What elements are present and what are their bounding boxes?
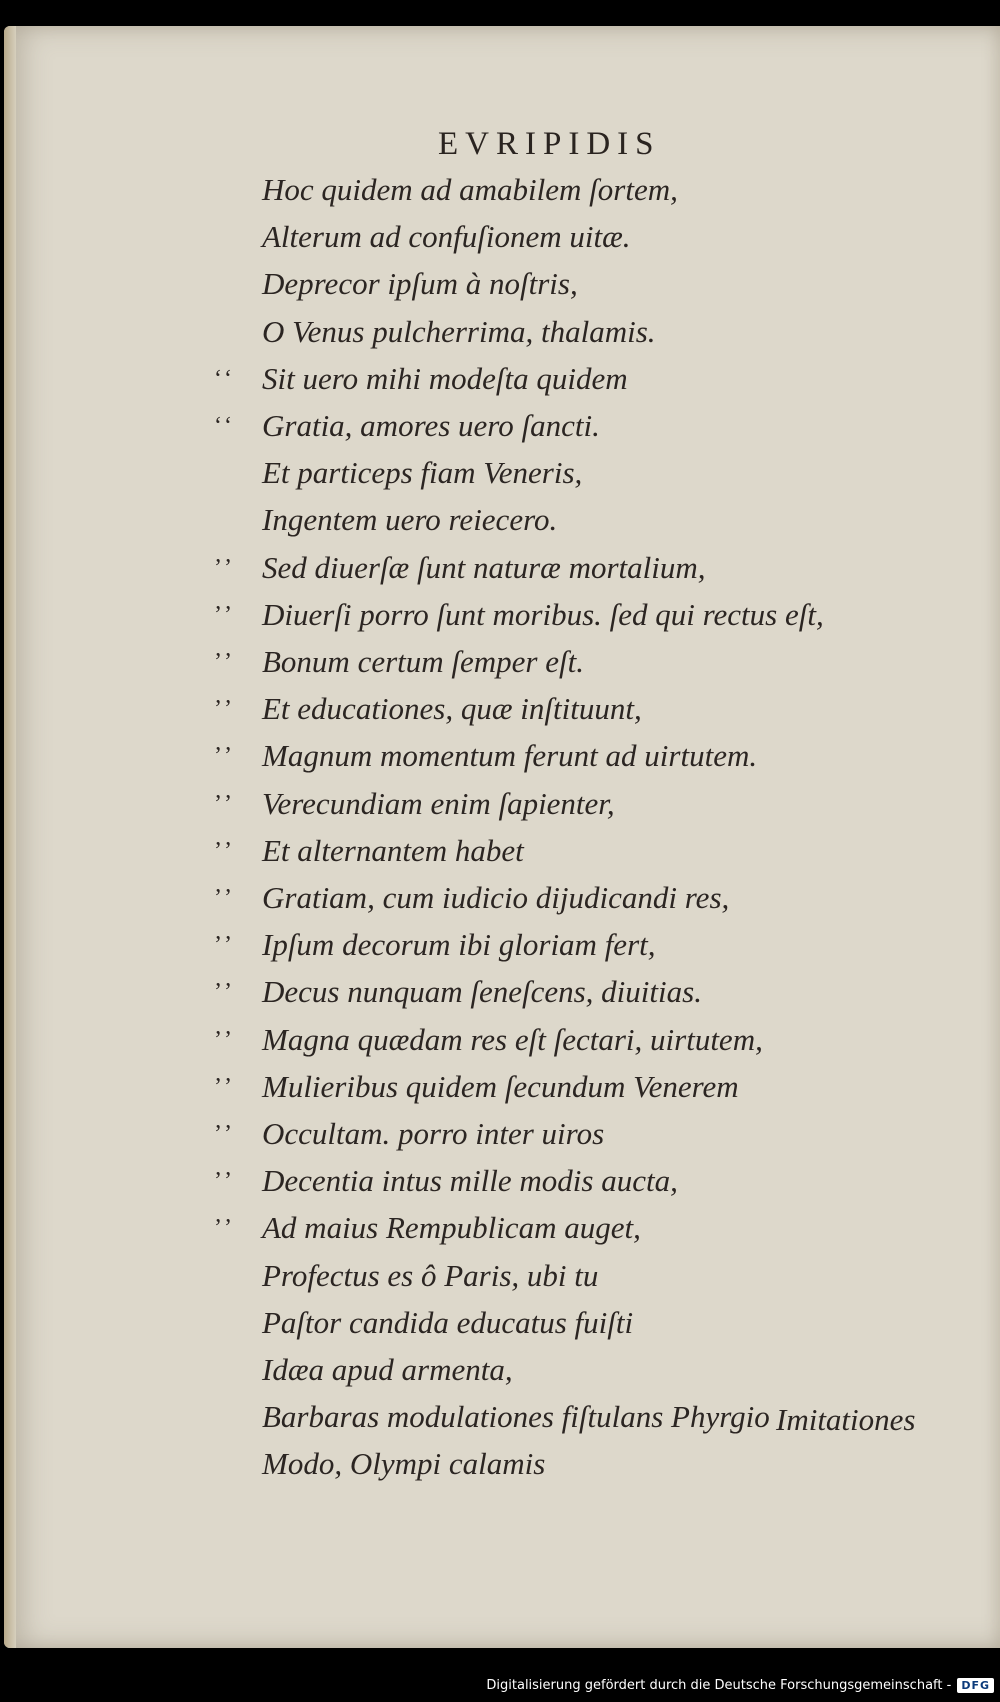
quotation-mark: ʼʼ <box>214 837 234 864</box>
digitization-footer <box>486 1673 994 1697</box>
verse-line: Sit uero mihi modeſta quidem <box>262 360 628 396</box>
verse-line: Hoc quidem ad amabilem ſortem, <box>262 172 678 207</box>
quotation-mark: ʼʼ <box>214 649 234 675</box>
verse-line: Profectus es ô Paris, ubi tu <box>262 1257 599 1293</box>
quotation-mark: ʼʼ <box>214 554 234 581</box>
verse-line: Et particeps fiam Veneris, <box>262 455 583 491</box>
verse-line: Magnum momentum ferunt ad uirtutem. <box>262 738 758 774</box>
quotation-mark: ʻʻ <box>214 365 234 392</box>
verse-line: Deprecor ipſum à noſtris, <box>262 266 578 302</box>
verse-line: Et alternantem habet <box>262 832 524 868</box>
quotation-mark: ʼʼ <box>214 696 234 723</box>
verse-line: Magna quædam res eſt ſectari, uirtutem, <box>262 1021 763 1057</box>
verse-line: Verecundiam enim ſapienter, <box>262 785 615 821</box>
verse-line: Ipſum decorum ibi gloriam fert, <box>262 927 656 963</box>
verse-line: Et educationes, quæ inſtituunt, <box>262 691 642 727</box>
verse-line: Sed diuerſæ ſunt naturæ mortalium, <box>262 549 706 585</box>
running-header: EVRIPIDIS <box>438 126 661 162</box>
dfg-logo: DFG <box>957 1678 994 1693</box>
quotation-mark: ʼʼ <box>214 885 234 911</box>
verse-line: Barbaras modulationes fiſtulans Phyrgio <box>262 1399 770 1435</box>
quotation-mark: ʼʼ <box>214 932 234 959</box>
quotation-mark: ʼʼ <box>214 1121 234 1147</box>
verse-line: Paſtor candida educatus fuiſti <box>262 1304 634 1340</box>
verse-line: O Venus pulcherrima, thalamis. <box>262 313 656 349</box>
quotation-mark: ʻʻ <box>214 413 234 439</box>
quotation-mark: ʼʼ <box>214 1168 234 1195</box>
verse-line: Mulieribus quidem ſecundum Venerem <box>262 1068 739 1104</box>
quotation-mark: ʼʼ <box>214 743 234 770</box>
verse-line: Gratia, amores uero ſancti. <box>262 408 600 443</box>
verse-line: Bonum certum ſemper eſt. <box>262 644 584 679</box>
quotation-mark: ʼʼ <box>214 601 234 628</box>
verse-line: Decentia intus mille modis aucta, <box>262 1163 678 1199</box>
verse-line: Ad maius Rempublicam auget, <box>262 1210 641 1246</box>
verse-line: Decus nunquam ſeneſcens, diuitias. <box>262 974 702 1010</box>
verse-line: Idæa apud armenta, <box>262 1352 513 1387</box>
quotation-mark: ʼʼ <box>214 1073 234 1100</box>
page-spine-edge <box>4 26 16 1648</box>
verse-line: Ingentem uero reiecero. <box>262 502 558 538</box>
quotation-mark: ʼʼ <box>214 1215 234 1242</box>
verse-line: Occultam. porro inter uiros <box>262 1116 605 1151</box>
verse-line: Diuerſi porro ſunt moribus. ſed qui rectus eſt, <box>262 596 824 632</box>
catchword: Imitationes <box>776 1402 916 1437</box>
footer-text: Digitalisierung gefördert durch die Deutsche Forschungsgemeinschaft - <box>486 1677 952 1693</box>
quotation-mark: ʼʼ <box>214 790 234 817</box>
quotation-mark: ʼʼ <box>214 1026 234 1053</box>
verse-line: Alterum ad confuſionem uitæ. <box>262 219 631 255</box>
verse-line: Modo, Olympi calamis <box>262 1446 546 1482</box>
quotation-mark: ʼʼ <box>214 979 234 1006</box>
verse-line: Gratiam, cum iudicio dijudicandi res, <box>262 880 730 915</box>
